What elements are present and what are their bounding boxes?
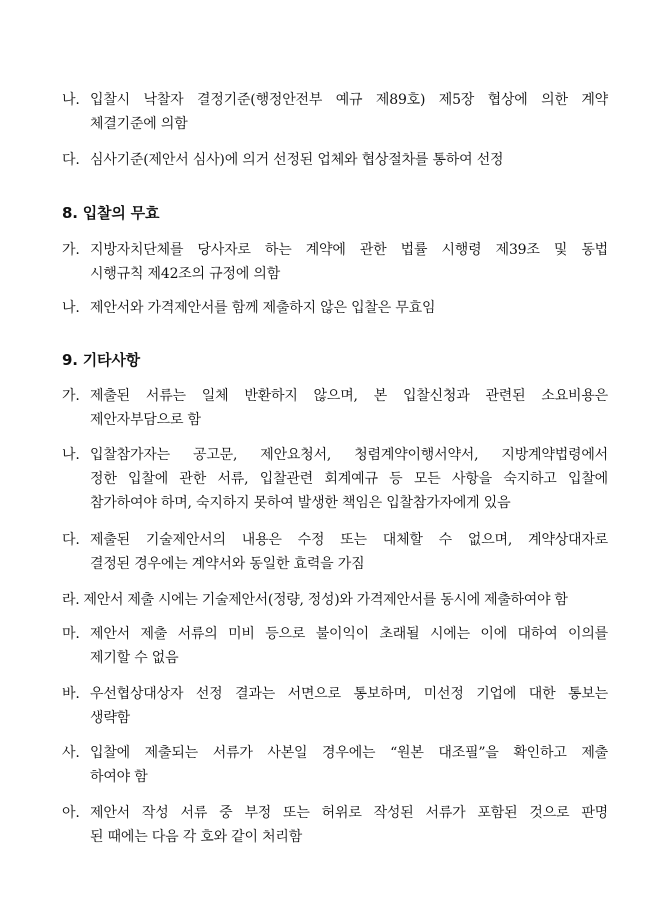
section9-item-na [62,443,608,515]
item-text-line: 제출된 서류는 일체 반환하지 않으며, 본 입찰신청과 관련된 소요비용은 [90,388,608,404]
section7-item-da [62,148,608,172]
item-marker: 사. [62,745,80,761]
item-text-line: 시행규칙 제42조의 규정에 의함 [90,266,281,282]
item-text-line: 된 때에는 다음 각 호와 같이 처리함 [90,829,303,845]
item-text-line: 입찰에 제출되는 서류가 사본일 경우에는 “원본 대조필”을 확인하고 제출 [90,745,608,761]
section9-item-sa [62,741,608,789]
item-marker: 나. [62,92,80,108]
item-marker: 나. [62,447,80,463]
item-text-line: 제안자부담으로 함 [90,412,201,428]
item-marker: 가. [62,242,80,258]
item-text-line: 체결기준에 의함 [90,116,188,132]
item-text-line: 참가하여야 하며, 숙지하지 못하여 발생한 책임은 입찰참가자에게 있음 [90,495,511,511]
item-text-line: 입찰시 낙찰자 결정기준(행정안전부 예규 제89호) 제5장 협상에 의한 계약 [90,92,608,108]
section7-item-na [62,88,608,136]
item-text-line: 생략함 [90,710,130,726]
section8-heading: 8. 입찰의 무효 [62,204,160,222]
section9-item-da [62,528,608,576]
item-text-line: 하여야 함 [90,769,148,785]
item-text-line: 지방자치단체를 당사자로 하는 계약에 관한 법률 시행령 제39조 및 동법 [90,242,608,258]
item-text-line: 제안서와 가격제안서를 함께 제출하지 않은 입찰은 무효임 [90,300,436,316]
item-text-line: 제안서 작성 서류 중 부정 또는 허위로 작성된 서류가 포함된 것으로 판명 [90,805,608,821]
section9-item-ba [62,682,608,730]
item-marker: 다. [62,532,80,548]
section9-item-ma [62,622,608,670]
item-marker: 다. [62,152,80,168]
item-marker: 아. [62,805,80,821]
item-text-line: 심사기준(제안서 심사)에 의거 선정된 업체와 협상절차를 통하여 선정 [90,152,504,168]
section9-item-ga [62,384,608,432]
item-marker: 나. [62,300,80,316]
item-text-line: 제기할 수 없음 [90,650,179,666]
item-text-line: 제출된 기술제안서의 내용은 수정 또는 대체할 수 없으며, 계약상대자로 [90,532,608,548]
item-text-line: 결정된 경우에는 계약서와 동일한 효력을 가짐 [90,556,365,572]
item-text-line: 입찰참가자는 공고문, 제안요청서, 청렴계약이행서약서, 지방계약법령에서 [90,447,608,463]
item-text-line: 우선협상대상자 선정 결과는 서면으로 통보하며, 미선정 기업에 대한 통보는 [90,686,608,702]
item-marker: 마. [62,626,80,642]
item-marker: 가. [62,388,80,404]
section8-item-na [62,296,608,320]
item-text-line: 정한 입찰에 관한 서류, 입찰관련 회계예규 등 모든 사항을 숙지하고 입찰에 [90,471,608,487]
section8-item-ga [62,238,608,286]
item-text-line: 제안서 제출 서류의 미비 등으로 불이익이 초래될 시에는 이에 대하여 이의를 [90,626,608,642]
section9-item-a [62,801,608,849]
section9-heading: 9. 기타사항 [62,351,140,369]
section9-item-ra: 라. 제안서 제출 시에는 기술제안서(정량, 정성)와 가격제안서를 동시에 제출하여야 함 [62,592,568,608]
item-marker: 바. [62,686,80,702]
